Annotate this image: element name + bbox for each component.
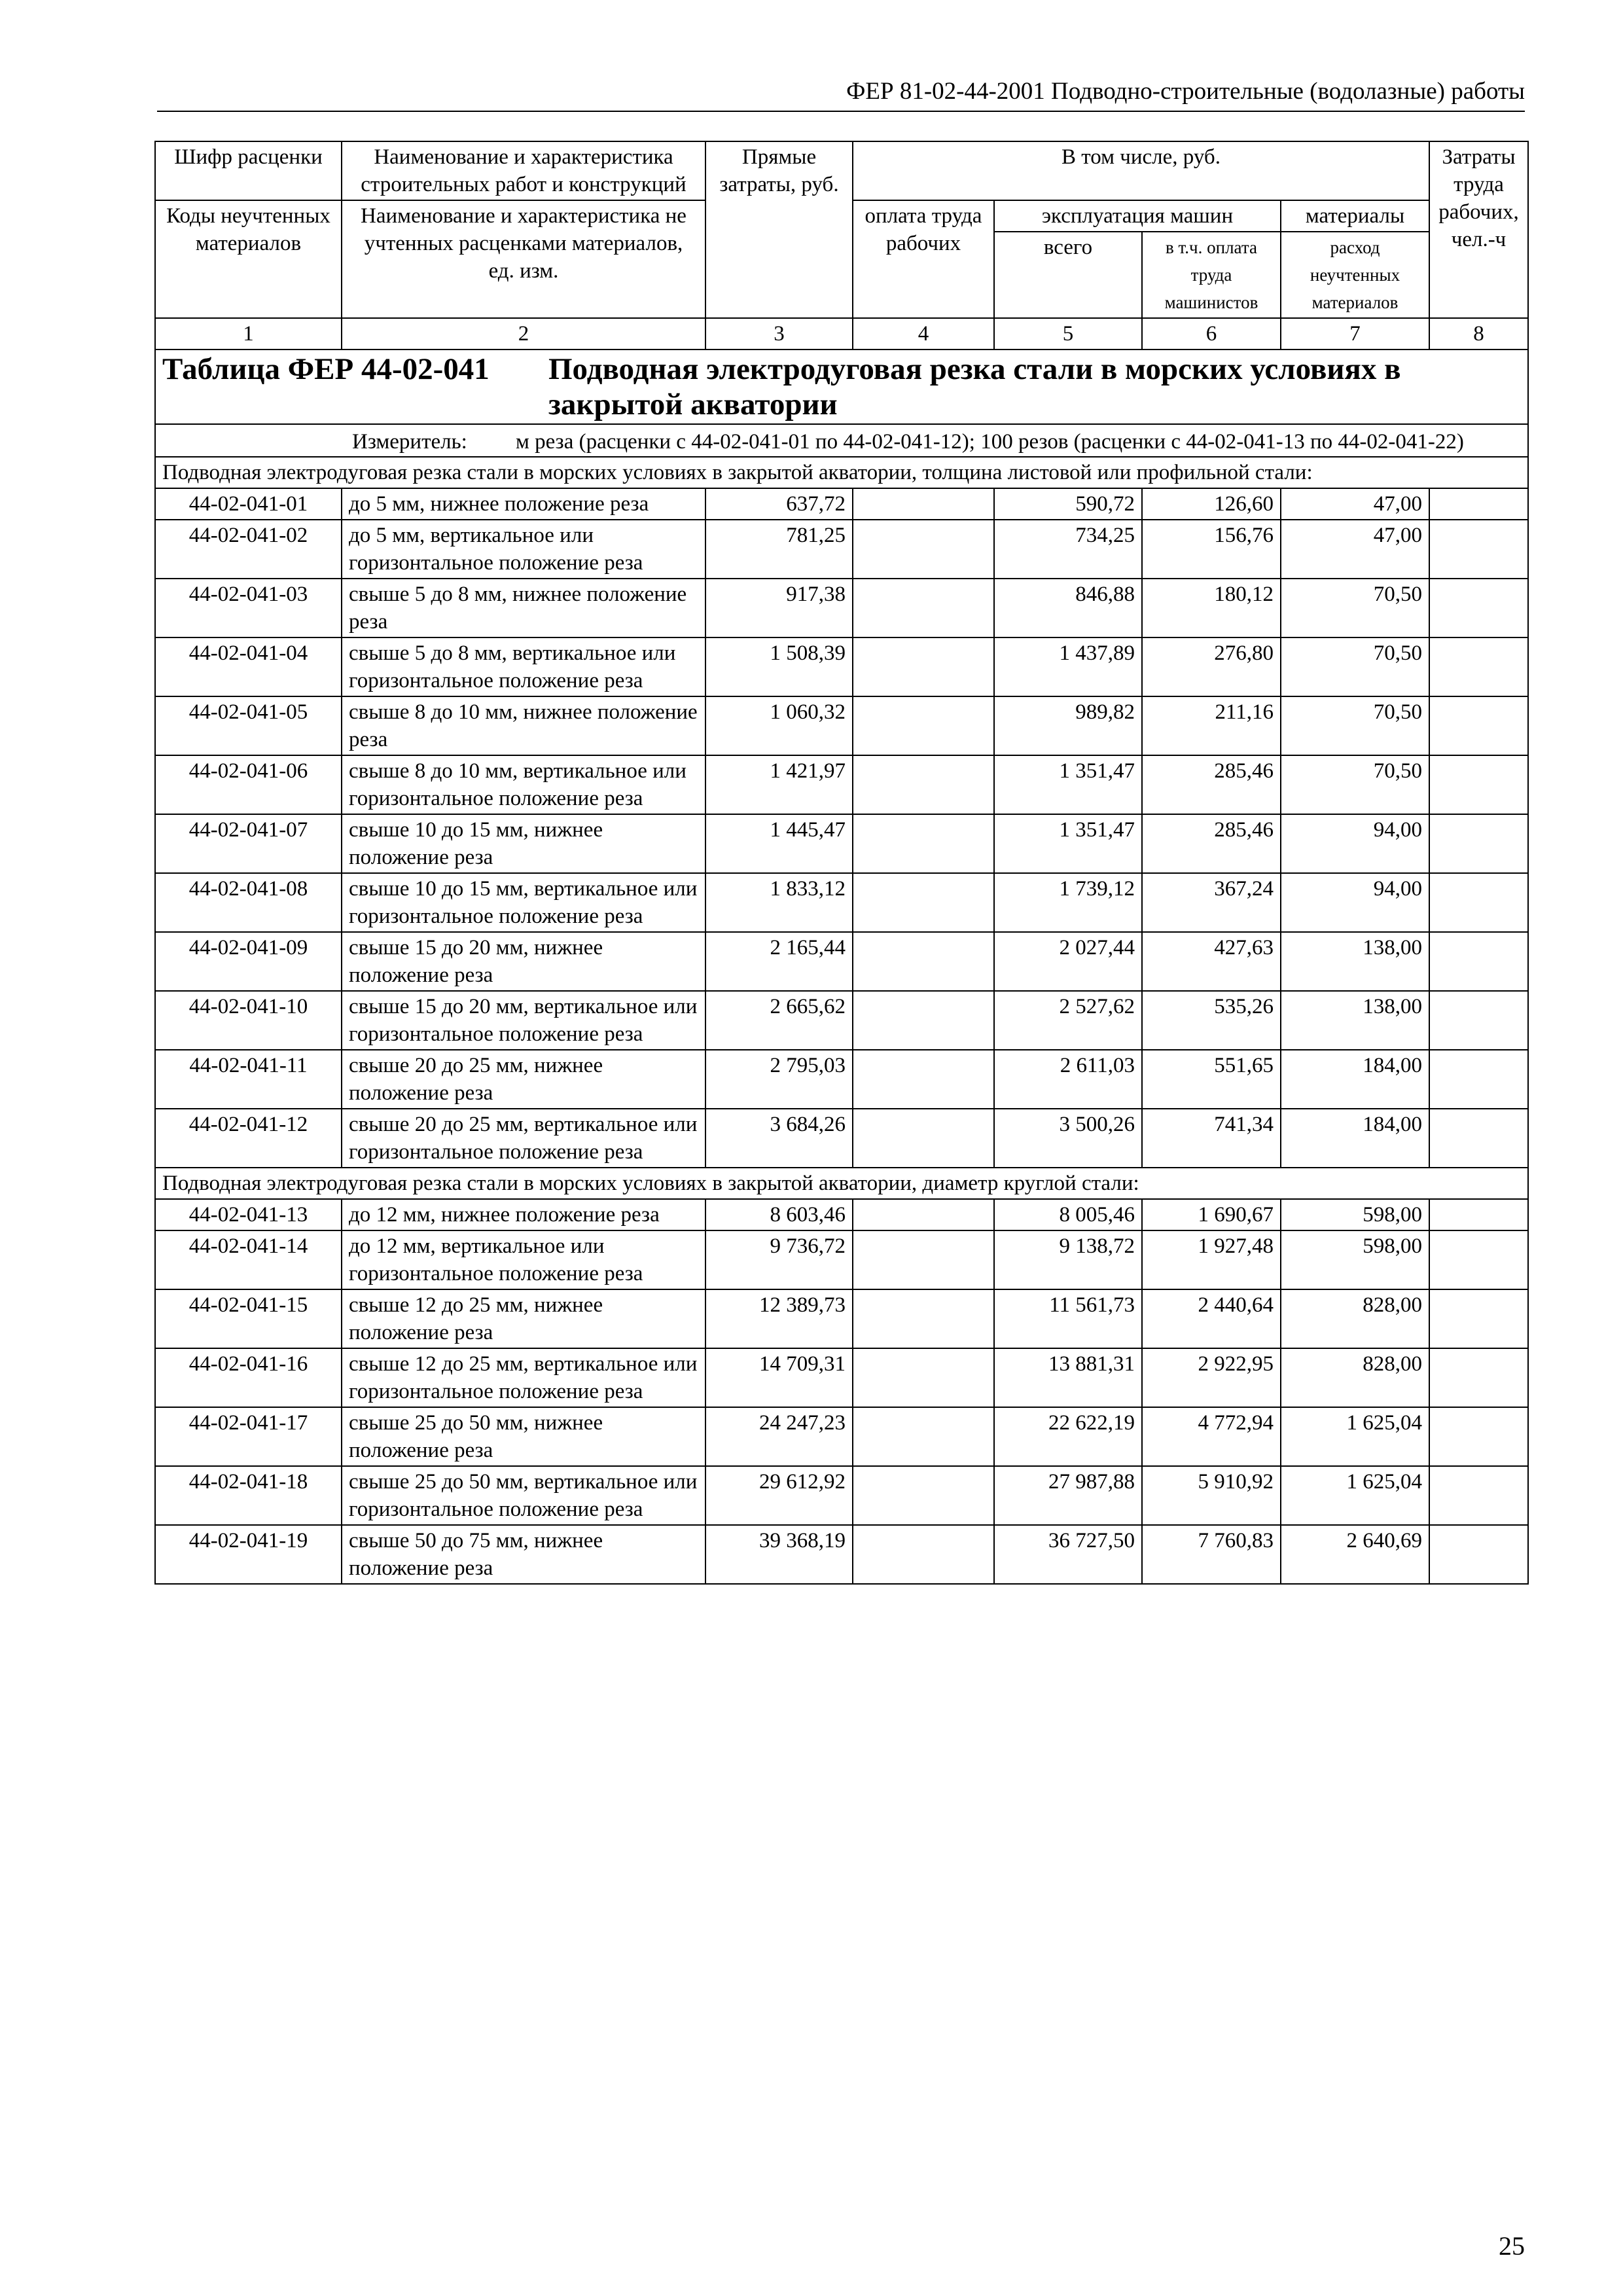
machinists-wage: 7 760,83 <box>1142 1525 1281 1584</box>
col-materials-unaccounted-header: расход неучтенных материалов <box>1281 232 1429 318</box>
machinists-wage: 4 772,94 <box>1142 1407 1281 1466</box>
labor-wage <box>853 1348 994 1407</box>
materials-cost: 70,50 <box>1281 696 1429 755</box>
direct-cost: 637,72 <box>705 488 853 520</box>
machines-total: 2 027,44 <box>994 932 1142 991</box>
machines-total: 1 739,12 <box>994 873 1142 932</box>
rate-code: 44-02-041-17 <box>155 1407 342 1466</box>
labor-wage <box>853 873 994 932</box>
rate-code: 44-02-041-15 <box>155 1289 342 1348</box>
direct-cost: 1 508,39 <box>705 637 853 696</box>
direct-cost: 917,38 <box>705 579 853 637</box>
machines-total: 590,72 <box>994 488 1142 520</box>
col-labor-header: Затраты труда рабочих, чел.-ч <box>1429 141 1528 318</box>
machinists-wage: 5 910,92 <box>1142 1466 1281 1525</box>
labor-hours <box>1429 488 1528 520</box>
col-number: 7 <box>1281 318 1429 350</box>
table-number: Таблица ФЕР 44-02-041 <box>162 352 490 386</box>
direct-cost: 14 709,31 <box>705 1348 853 1407</box>
rate-name: свыше 15 до 20 мм, нижнее положение реза <box>342 932 705 991</box>
table-row <box>155 1466 1528 1525</box>
labor-hours <box>1429 932 1528 991</box>
table-row <box>155 579 1528 637</box>
labor-wage <box>853 1466 994 1525</box>
labor-hours <box>1429 696 1528 755</box>
direct-cost: 24 247,23 <box>705 1407 853 1466</box>
direct-cost: 8 603,46 <box>705 1199 853 1230</box>
table-row <box>155 1348 1528 1407</box>
labor-wage <box>853 520 994 579</box>
rate-code: 44-02-041-18 <box>155 1466 342 1525</box>
rate-code: 44-02-041-16 <box>155 1348 342 1407</box>
machinists-wage: 2 922,95 <box>1142 1348 1281 1407</box>
rate-code: 44-02-041-03 <box>155 579 342 637</box>
labor-hours <box>1429 637 1528 696</box>
table-row <box>155 1407 1528 1466</box>
col-number: 6 <box>1142 318 1281 350</box>
direct-cost: 3 684,26 <box>705 1109 853 1168</box>
machines-total: 989,82 <box>994 696 1142 755</box>
machines-total: 36 727,50 <box>994 1525 1142 1584</box>
labor-hours <box>1429 873 1528 932</box>
col-machines-total-header: всего <box>994 232 1142 318</box>
materials-cost: 598,00 <box>1281 1230 1429 1289</box>
labor-hours <box>1429 991 1528 1050</box>
materials-cost: 47,00 <box>1281 488 1429 520</box>
machines-total: 22 622,19 <box>994 1407 1142 1466</box>
machines-total: 13 881,31 <box>994 1348 1142 1407</box>
rate-code: 44-02-041-14 <box>155 1230 342 1289</box>
col-number: 5 <box>994 318 1142 350</box>
col-codes-unaccounted-header: Коды неучтенных материалов <box>155 200 342 318</box>
labor-wage <box>853 1525 994 1584</box>
machinists-wage: 180,12 <box>1142 579 1281 637</box>
table-row <box>155 1199 1528 1230</box>
direct-cost: 1 445,47 <box>705 814 853 873</box>
rate-name: до 5 мм, нижнее положение реза <box>342 488 705 520</box>
materials-cost: 70,50 <box>1281 637 1429 696</box>
col-number: 2 <box>342 318 705 350</box>
materials-cost: 828,00 <box>1281 1289 1429 1348</box>
direct-cost: 39 368,19 <box>705 1525 853 1584</box>
col-name-header: Наименование и характеристика строительных работ и конструкций <box>342 141 705 200</box>
table-row <box>155 755 1528 814</box>
direct-cost: 2 165,44 <box>705 932 853 991</box>
direct-cost: 781,25 <box>705 520 853 579</box>
col-number: 4 <box>853 318 994 350</box>
direct-cost: 1 421,97 <box>705 755 853 814</box>
materials-cost: 828,00 <box>1281 1348 1429 1407</box>
machinists-wage: 285,46 <box>1142 755 1281 814</box>
labor-hours <box>1429 1525 1528 1584</box>
labor-hours <box>1429 579 1528 637</box>
rate-name: свыше 8 до 10 мм, нижнее положение реза <box>342 696 705 755</box>
labor-hours <box>1429 1466 1528 1525</box>
machinists-wage: 427,63 <box>1142 932 1281 991</box>
labor-hours <box>1429 1109 1528 1168</box>
col-machines-header: эксплуатация машин <box>994 200 1281 232</box>
machinists-wage: 741,34 <box>1142 1109 1281 1168</box>
labor-wage <box>853 1407 994 1466</box>
col-direct-header: Прямые затраты, руб. <box>705 141 853 318</box>
machines-total: 3 500,26 <box>994 1109 1142 1168</box>
rate-name: свыше 25 до 50 мм, вертикальное или горизонтальное положение реза <box>342 1466 705 1525</box>
rate-code: 44-02-041-10 <box>155 991 342 1050</box>
measure-cell <box>155 424 1528 457</box>
rate-code: 44-02-041-01 <box>155 488 342 520</box>
col-number: 3 <box>705 318 853 350</box>
col-materials-header: материалы <box>1281 200 1429 232</box>
rate-name: свыше 15 до 20 мм, вертикальное или горизонтальное положение реза <box>342 991 705 1050</box>
labor-wage <box>853 755 994 814</box>
materials-cost: 1 625,04 <box>1281 1466 1429 1525</box>
labor-hours <box>1429 520 1528 579</box>
table-row <box>155 637 1528 696</box>
materials-cost: 47,00 <box>1281 520 1429 579</box>
direct-cost: 12 389,73 <box>705 1289 853 1348</box>
direct-cost: 2 665,62 <box>705 991 853 1050</box>
table-row <box>155 696 1528 755</box>
section-row <box>155 457 1528 488</box>
labor-wage <box>853 637 994 696</box>
labor-hours <box>1429 814 1528 873</box>
machinists-wage: 211,16 <box>1142 696 1281 755</box>
machinists-wage: 126,60 <box>1142 488 1281 520</box>
page-header: ФЕР 81-02-44-2001 Подводно-строительные (водолазные) работы <box>157 77 1525 112</box>
table-row <box>155 1230 1528 1289</box>
machines-total: 2 611,03 <box>994 1050 1142 1109</box>
materials-cost: 184,00 <box>1281 1109 1429 1168</box>
section-title: Подводная электродуговая резка стали в морских условиях в закрытой акватории, толщина листовой или профильной стали: <box>155 457 1528 488</box>
machinists-wage: 535,26 <box>1142 991 1281 1050</box>
labor-hours <box>1429 1230 1528 1289</box>
machinists-wage: 551,65 <box>1142 1050 1281 1109</box>
table-row <box>155 991 1528 1050</box>
rate-code: 44-02-041-11 <box>155 1050 342 1109</box>
page-number: 25 <box>1499 2231 1525 2261</box>
labor-wage <box>853 696 994 755</box>
machines-total: 1 351,47 <box>994 755 1142 814</box>
labor-wage <box>853 814 994 873</box>
machinists-wage: 285,46 <box>1142 814 1281 873</box>
rate-name: свыше 8 до 10 мм, вертикальное или горизонтальное положение реза <box>342 755 705 814</box>
machinists-wage: 1 927,48 <box>1142 1230 1281 1289</box>
machinists-wage: 2 440,64 <box>1142 1289 1281 1348</box>
machines-total: 8 005,46 <box>994 1199 1142 1230</box>
rate-code: 44-02-041-06 <box>155 755 342 814</box>
table-row <box>155 1050 1528 1109</box>
rate-name: свыше 12 до 25 мм, нижнее положение реза <box>342 1289 705 1348</box>
labor-wage <box>853 932 994 991</box>
materials-cost: 2 640,69 <box>1281 1525 1429 1584</box>
measure-text: м реза (расценки с 44-02-041-01 по 44-02-041-12); 100 резов (расценки с 44-02-041-13 по 44-02-041-22) <box>516 430 1464 454</box>
col-number: 1 <box>155 318 342 350</box>
materials-cost: 598,00 <box>1281 1199 1429 1230</box>
machines-total: 2 527,62 <box>994 991 1142 1050</box>
labor-hours <box>1429 755 1528 814</box>
materials-cost: 138,00 <box>1281 991 1429 1050</box>
section-row <box>155 1168 1528 1199</box>
rate-name: до 12 мм, нижнее положение реза <box>342 1199 705 1230</box>
labor-wage <box>853 991 994 1050</box>
machines-total: 1 351,47 <box>994 814 1142 873</box>
table-row <box>155 1109 1528 1168</box>
table-row <box>155 814 1528 873</box>
rate-code: 44-02-041-12 <box>155 1109 342 1168</box>
col-wage-header: оплата труда рабочих <box>853 200 994 318</box>
col-code-header: Шифр расценки <box>155 141 342 200</box>
table-row <box>155 932 1528 991</box>
materials-cost: 184,00 <box>1281 1050 1429 1109</box>
materials-cost: 94,00 <box>1281 873 1429 932</box>
machinists-wage: 276,80 <box>1142 637 1281 696</box>
rate-code: 44-02-041-05 <box>155 696 342 755</box>
machinists-wage: 367,24 <box>1142 873 1281 932</box>
labor-wage <box>853 579 994 637</box>
section-title: Подводная электродуговая резка стали в морских условиях в закрытой акватории, диаметр круглой стали: <box>155 1168 1528 1199</box>
machines-total: 27 987,88 <box>994 1466 1142 1525</box>
rate-name: свыше 12 до 25 мм, вертикальное или горизонтальное положение реза <box>342 1348 705 1407</box>
table-title-cell <box>155 350 1528 424</box>
direct-cost: 1 833,12 <box>705 873 853 932</box>
rate-name: свыше 10 до 15 мм, вертикальное или горизонтальное положение реза <box>342 873 705 932</box>
direct-cost: 2 795,03 <box>705 1050 853 1109</box>
rate-name: свыше 5 до 8 мм, нижнее положение реза <box>342 579 705 637</box>
rate-code: 44-02-041-09 <box>155 932 342 991</box>
direct-cost: 29 612,92 <box>705 1466 853 1525</box>
table-row <box>155 488 1528 520</box>
table-title: Подводная электродуговая резка стали в морских условиях в закрытой акватории <box>548 352 1401 422</box>
rate-name: свыше 5 до 8 мм, вертикальное или горизонтальное положение реза <box>342 637 705 696</box>
rate-name: до 12 мм, вертикальное или горизонтальное положение реза <box>342 1230 705 1289</box>
rate-code: 44-02-041-08 <box>155 873 342 932</box>
rates-table <box>154 141 1529 1585</box>
rate-code: 44-02-041-13 <box>155 1199 342 1230</box>
table-row <box>155 1525 1528 1584</box>
rate-code: 44-02-041-19 <box>155 1525 342 1584</box>
labor-wage <box>853 488 994 520</box>
machinists-wage: 156,76 <box>1142 520 1281 579</box>
rate-name: свыше 25 до 50 мм, нижнее положение реза <box>342 1407 705 1466</box>
materials-cost: 138,00 <box>1281 932 1429 991</box>
labor-wage <box>853 1230 994 1289</box>
direct-cost: 1 060,32 <box>705 696 853 755</box>
materials-cost: 94,00 <box>1281 814 1429 873</box>
rate-name: свыше 20 до 25 мм, вертикальное или горизонтальное положение реза <box>342 1109 705 1168</box>
table-row <box>155 1289 1528 1348</box>
labor-hours <box>1429 1289 1528 1348</box>
rate-code: 44-02-041-02 <box>155 520 342 579</box>
rate-code: 44-02-041-04 <box>155 637 342 696</box>
labor-wage <box>853 1289 994 1348</box>
col-incl-header: В том числе, руб. <box>853 141 1429 200</box>
labor-hours <box>1429 1407 1528 1466</box>
rate-name: до 5 мм, вертикальное или горизонтальное положение реза <box>342 520 705 579</box>
measure-label: Измеритель: <box>352 430 467 454</box>
table-row <box>155 520 1528 579</box>
rate-name: свыше 10 до 15 мм, нижнее положение реза <box>342 814 705 873</box>
machines-total: 9 138,72 <box>994 1230 1142 1289</box>
table-row <box>155 873 1528 932</box>
labor-hours <box>1429 1348 1528 1407</box>
col-name-unaccounted-header: Наименование и характеристика не учтенных расценками материалов, ед. изм. <box>342 200 705 318</box>
rate-code: 44-02-041-07 <box>155 814 342 873</box>
materials-cost: 1 625,04 <box>1281 1407 1429 1466</box>
labor-wage <box>853 1050 994 1109</box>
col-number: 8 <box>1429 318 1528 350</box>
machines-total: 734,25 <box>994 520 1142 579</box>
labor-hours <box>1429 1199 1528 1230</box>
materials-cost: 70,50 <box>1281 579 1429 637</box>
direct-cost: 9 736,72 <box>705 1230 853 1289</box>
materials-cost: 70,50 <box>1281 755 1429 814</box>
labor-hours <box>1429 1050 1528 1109</box>
rate-name: свыше 50 до 75 мм, нижнее положение реза <box>342 1525 705 1584</box>
machines-total: 846,88 <box>994 579 1142 637</box>
col-machinists-header: в т.ч. оплата труда машинистов <box>1142 232 1281 318</box>
machines-total: 1 437,89 <box>994 637 1142 696</box>
labor-wage <box>853 1109 994 1168</box>
machinists-wage: 1 690,67 <box>1142 1199 1281 1230</box>
labor-wage <box>853 1199 994 1230</box>
rate-name: свыше 20 до 25 мм, нижнее положение реза <box>342 1050 705 1109</box>
machines-total: 11 561,73 <box>994 1289 1142 1348</box>
